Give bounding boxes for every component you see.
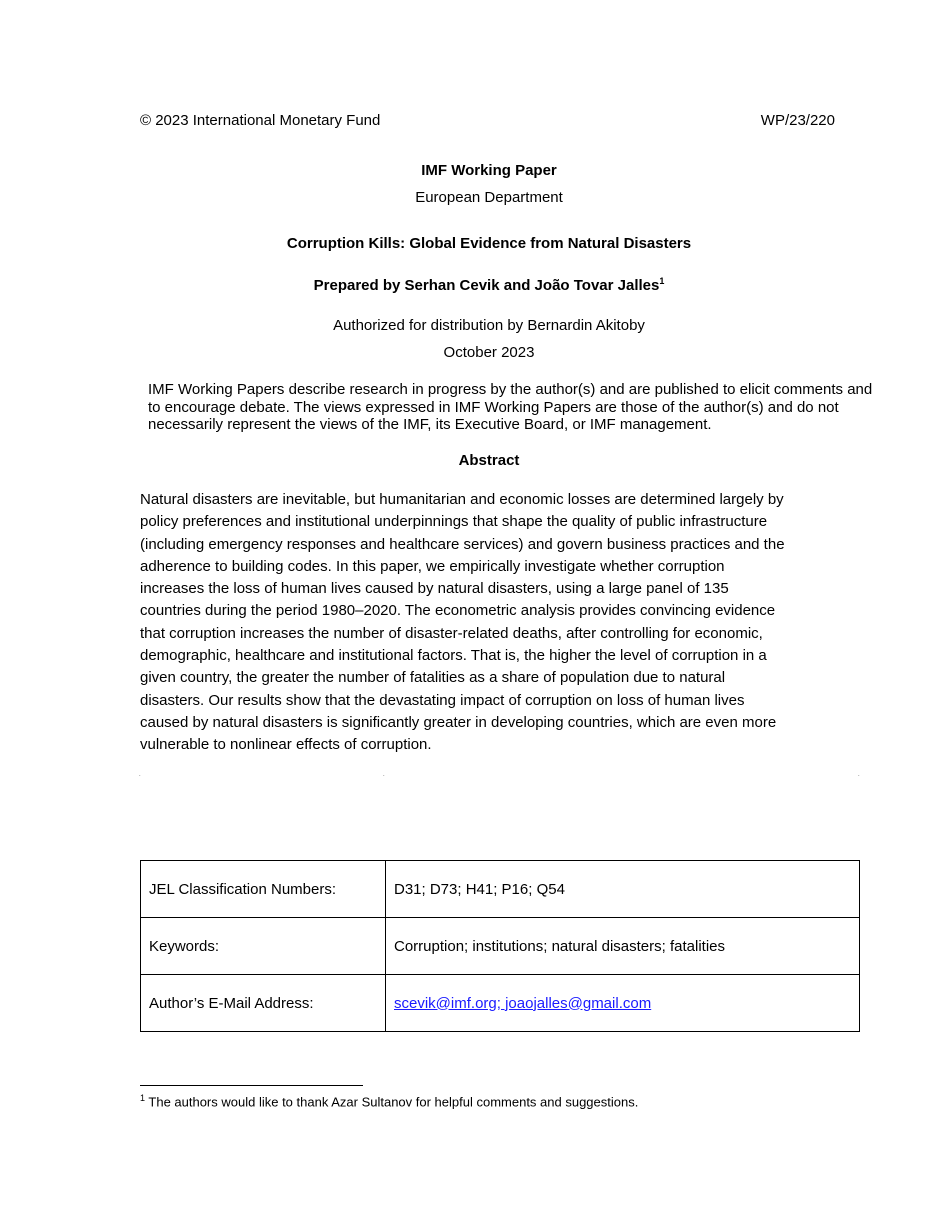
abstract-line: that corruption increases the number of disaster-related deaths, after controlling for economic, (140, 624, 763, 642)
footnote-rule (140, 1085, 363, 1086)
jel-value: D31; D73; H41; P16; Q54 (386, 861, 860, 918)
jel-label: JEL Classification Numbers: (141, 861, 386, 918)
abstract-line: adherence to building codes. In this paper, we empirically investigate whether corruption (140, 557, 725, 575)
abstract-line: demographic, healthcare and institutional factors. That is, the higher the level of corruption in a (140, 647, 767, 665)
disclaimer: IMF Working Papers describe research in progress by the author(s) and are published to elicit comments and to encourage debate. The views expressed in IMF Working Papers are those of the author(s) and do not necessarily represent the views of the IMF, its Executive Board, or IMF management. (148, 381, 873, 433)
paper-number: WP/23/220 (760, 112, 835, 129)
abstract-line: increases the loss of human lives caused by natural disasters, using a large panel of 135 (140, 580, 729, 598)
footnote-text: The authors would like to thank Azar Sultanov for helpful comments and suggestions. (145, 1094, 639, 1110)
publication-date: October 2023 (443, 344, 535, 361)
footnote-number: 1 (140, 1093, 146, 1103)
series-title: IMF Working Paper (421, 162, 557, 179)
classification-table (140, 860, 860, 1032)
keywords-value: Corruption; institutions; natural disasters; fatalities (386, 918, 860, 975)
email-link[interactable]: scevik@imf.org; joaojalles@gmail.com (394, 994, 652, 1012)
department: European Department (415, 189, 563, 206)
abstract-line: given country, the greater the number of fatalities as a share of population due to natural (140, 669, 726, 687)
prepared-by (0, 276, 950, 294)
keywords-label: Keywords: (141, 918, 386, 975)
divider-dot: . (858, 772, 860, 778)
footnote-marker[interactable]: 1 (659, 276, 665, 286)
abstract-line: disasters. Our results show that the devastating impact of corruption on loss of human lives (140, 691, 745, 709)
table-row (141, 975, 860, 1032)
paper-title: Corruption Kills: Global Evidence from Natural Disasters (286, 235, 692, 252)
copyright-notice: © 2023 International Monetary Fund (140, 112, 381, 129)
authorization: Authorized for distribution by Bernardin Akitoby (333, 317, 645, 334)
abstract-body (140, 489, 820, 757)
email-cell (386, 975, 860, 1032)
table-row (141, 918, 860, 975)
email-label: Author’s E-Mail Address: (141, 975, 386, 1032)
divider-dot: . (139, 772, 141, 778)
abstract-line: policy preferences and institutional underpinnings that shape the quality of public infrastructure (140, 513, 768, 531)
authors: Prepared by Serhan Cevik and João Tovar Jalles (313, 277, 660, 294)
abstract-line: vulnerable to nonlinear effects of corruption. (140, 736, 432, 754)
footnote (140, 1093, 638, 1109)
abstract-heading: Abstract (458, 452, 520, 469)
abstract-line: caused by natural disasters is significantly greater in developing countries, which are even more (140, 713, 777, 731)
divider-dot: . (383, 772, 385, 778)
table-row (141, 861, 860, 918)
abstract-line: (including emergency responses and healthcare services) and govern business practices and the (140, 535, 785, 553)
abstract-line: Natural disasters are inevitable, but humanitarian and economic losses are determined largely by (140, 491, 784, 508)
abstract-line: countries during the period 1980–2020. The econometric analysis provides convincing evidence (140, 602, 776, 620)
